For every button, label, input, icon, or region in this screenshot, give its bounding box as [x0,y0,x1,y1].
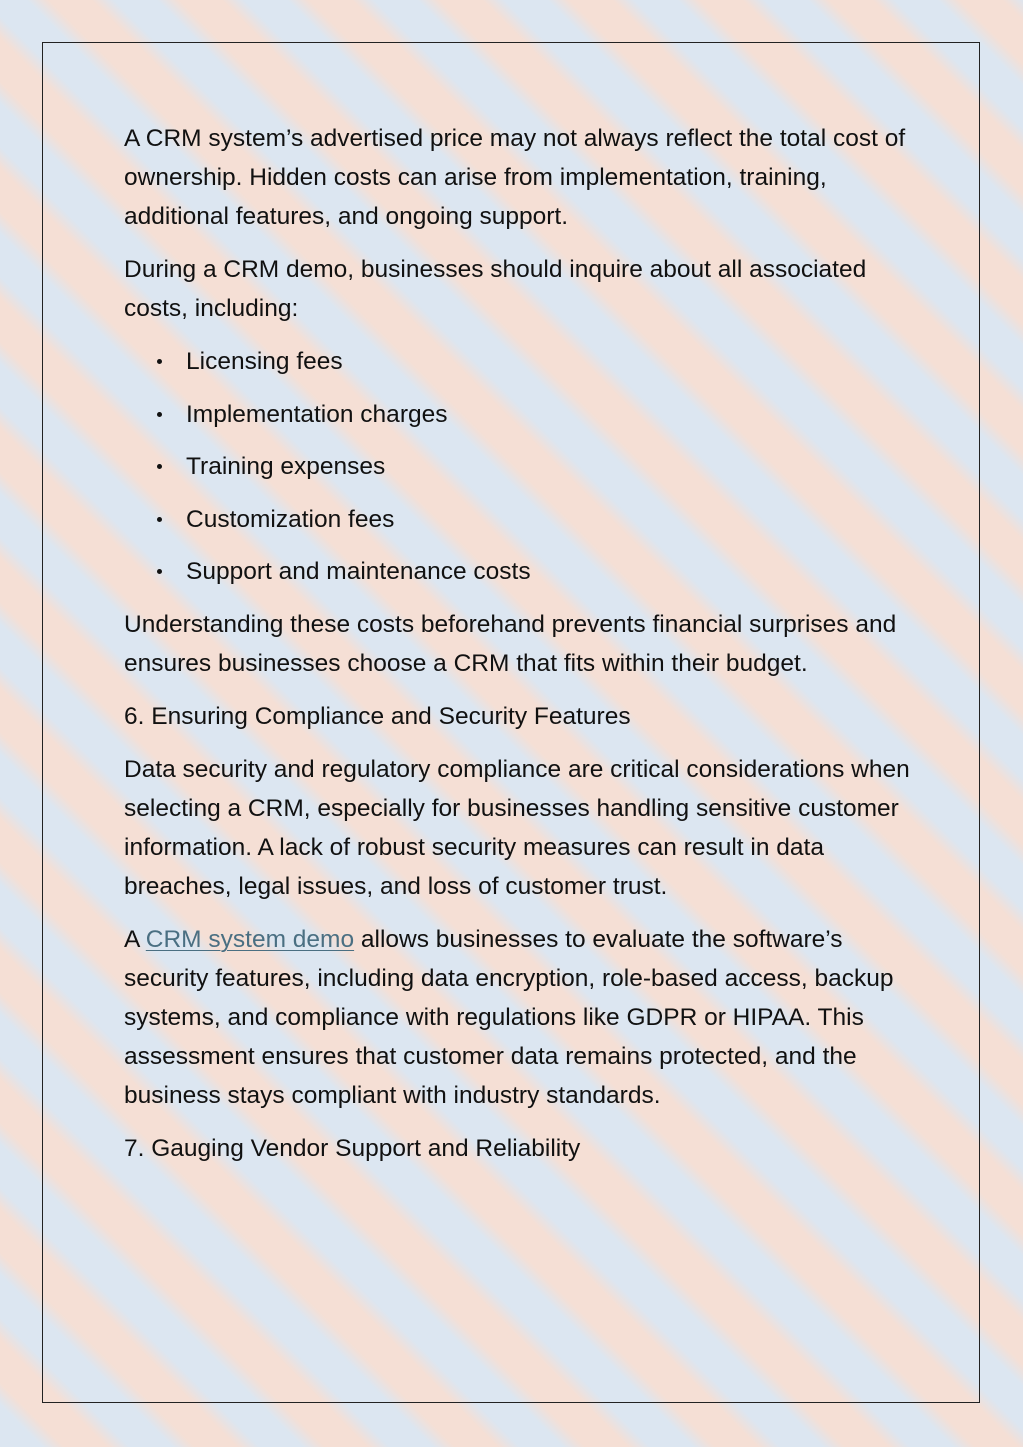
list-item: Customization fees [186,500,914,539]
section-heading-6: 6. Ensuring Compliance and Security Features [124,703,631,730]
list-item: Licensing fees [186,342,914,381]
cost-list [124,342,914,591]
paragraph-demo-security [124,920,914,1115]
list-item: Support and maintenance costs [186,552,914,591]
paragraph-demo-suffix: allows businesses to evaluate the software’s security features, including data encryption, role-based access, backup systems, and compliance with regulations like GDPR or HIPAA. This assessment ensures that customer data remains protected, and the business stays compliant with industry standards. [124,926,894,1109]
paragraph-understanding: Understanding these costs beforehand prevents financial surprises and ensures businesses choose a CRM that fits within their budget. [124,611,897,677]
list-item: Training expenses [186,447,914,486]
paragraph-demo-inquire: During a CRM demo, businesses should inquire about all associated costs, including: [124,256,867,322]
section-heading-7: 7. Gauging Vendor Support and Reliability [124,1135,581,1162]
paragraph-security: Data security and regulatory compliance are critical considerations when selecting a CRM, especially for businesses handling sensitive customer information. A lack of robust security measures can result in data breaches, legal issues, and loss of customer trust. [124,756,910,900]
crm-system-demo-link[interactable]: CRM system demo [145,926,355,953]
list-item: Implementation charges [186,395,914,434]
paragraph-cost-intro: A CRM system’s advertised price may not always reflect the total cost of ownership. Hidden costs can arise from implementation, training, additional features, and ongoing support. [124,125,906,230]
article-body [124,119,914,1182]
paragraph-demo-prefix: A [124,926,146,953]
